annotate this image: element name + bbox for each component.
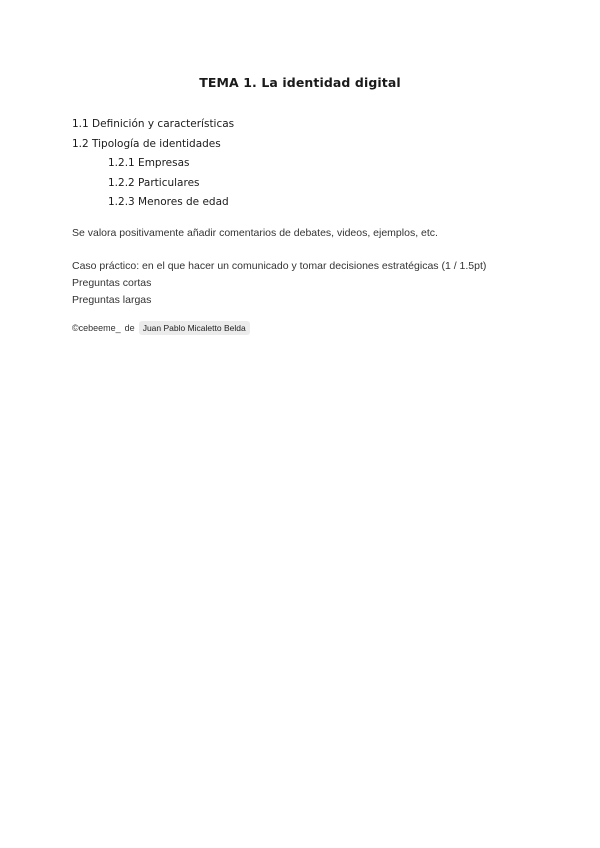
outline-subitem: 1.2.1 Empresas xyxy=(108,157,190,169)
credit-line xyxy=(72,321,250,335)
exam-structure xyxy=(72,258,486,309)
outline-subitem: 1.2.3 Menores de edad xyxy=(108,196,229,208)
credit-separator: de xyxy=(124,323,135,333)
exam-short-line: Preguntas cortas xyxy=(72,277,152,289)
exam-case-line: Caso práctico: en el que hacer un comunicado y tomar decisiones estratégicas (1 / 1.5pt) xyxy=(72,260,487,272)
credit-user: ©cebeeme_ xyxy=(72,323,121,333)
outline-item: 1.2 Tipología de identidades xyxy=(72,137,221,150)
evaluation-note: Se valora positivamente añadir comentarios de debates, videos, ejemplos, etc. xyxy=(72,227,438,239)
exam-long-line: Preguntas largas xyxy=(72,294,152,306)
document-title: TEMA 1. La identidad digital xyxy=(199,75,401,90)
author-mention-chip[interactable]: Juan Pablo Micaletto Belda xyxy=(139,321,250,335)
outline-subitem: 1.2.2 Particulares xyxy=(108,176,200,189)
topic-outline xyxy=(72,115,234,213)
outline-item: 1.1 Definición y características xyxy=(72,118,235,130)
